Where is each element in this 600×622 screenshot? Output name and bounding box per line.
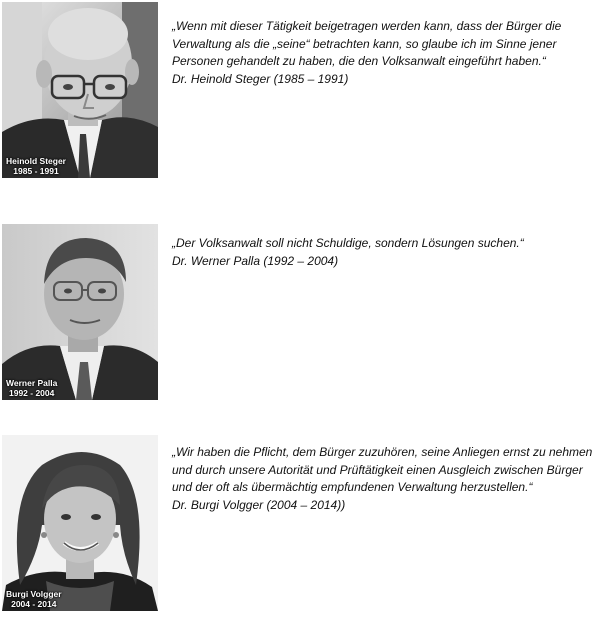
- caption-name: Heinold Steger: [6, 156, 66, 166]
- portrait-photo-steger: [2, 2, 158, 178]
- quote-text: „Wir haben die Pflicht, dem Bürger zuzuhören, seine Anliegen ernst zu nehmen und durch unsere Autorität und Prüftätigkeit einen Ausgleich zwischen Bürger und der oft als übermächtig empfundenen Verwaltung herzustellen.“: [172, 445, 593, 494]
- quote-text-block: [172, 18, 596, 88]
- portrait-photo-volgger: [2, 435, 158, 611]
- caption-years: 2004 - 2014: [11, 599, 57, 609]
- quote-attribution: Dr. Heinold Steger (1985 – 1991): [172, 71, 349, 86]
- quote-text-block: [172, 444, 596, 514]
- portrait-image: [2, 2, 158, 178]
- caption-years: 1992 - 2004: [8, 388, 55, 398]
- caption-name: Burgi Volgger: [6, 589, 62, 599]
- quote-attribution: Dr. Werner Palla (1992 – 2004): [172, 253, 339, 268]
- portrait-image: [2, 224, 158, 400]
- quote-attribution: Dr. Burgi Volgger (2004 – 2014)): [172, 497, 346, 512]
- quote-text: „Wenn mit dieser Tätigkeit beigetragen werden kann, dass der Bürger die Verwaltung als die „seine“ betrachten kann, so glaube ich im Sinne jener Personen gehandelt zu haben, die den Volksanwalt eingeführt haben.“: [172, 19, 562, 68]
- portrait-image: [2, 435, 158, 611]
- portrait-photo-palla: [2, 224, 158, 400]
- photo-caption: [6, 156, 66, 176]
- caption-years: 1985 - 1991: [13, 166, 59, 176]
- photo-caption: [6, 589, 62, 609]
- quote-text-block: [172, 235, 596, 270]
- quote-text: „Der Volksanwalt soll nicht Schuldige, sondern Lösungen suchen.“: [172, 236, 524, 250]
- caption-name: Werner Palla: [6, 378, 58, 388]
- photo-caption: [6, 378, 57, 398]
